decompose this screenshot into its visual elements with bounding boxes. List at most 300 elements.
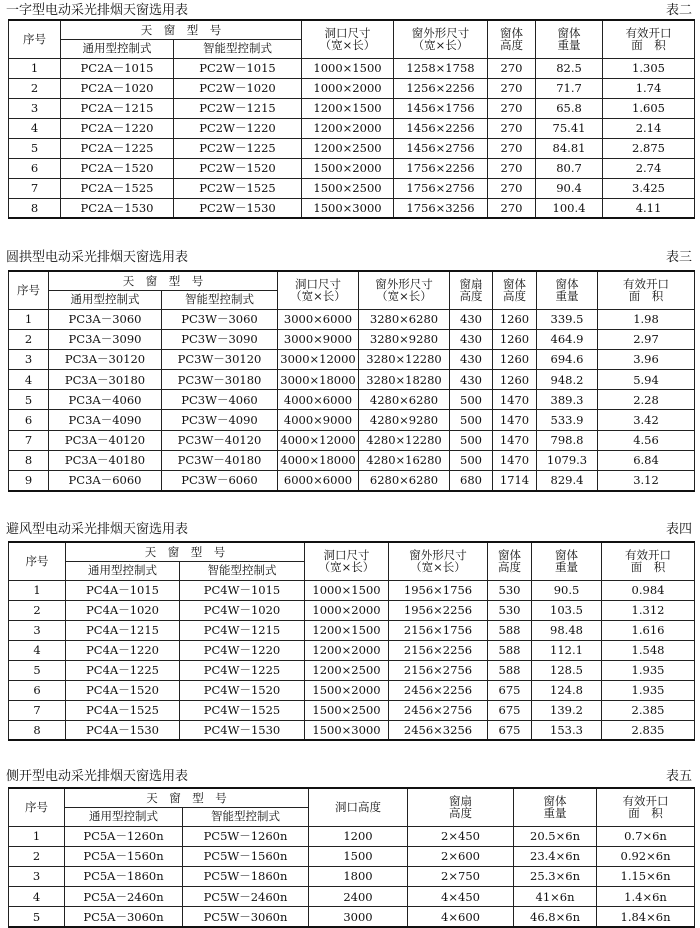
table-cell: 1.84×6n: [597, 907, 695, 927]
table-cell: PC4W－1530: [180, 720, 305, 740]
table-cell: 4×600: [408, 907, 514, 927]
table-cell: 1200×2500: [302, 138, 394, 158]
table-cell: 500: [450, 450, 493, 470]
table-cell: 1956×2256: [389, 600, 488, 620]
table-cell: 1: [9, 580, 66, 600]
table-cell: 270: [488, 178, 536, 198]
table-cell: 0.984: [602, 580, 695, 600]
table-cell: 1456×2756: [394, 138, 488, 158]
table-row: [9, 620, 695, 640]
header-model-group: 天 窗 型 号: [65, 788, 309, 807]
table-cell: 2156×1756: [389, 620, 488, 640]
table3-number: 表三: [665, 250, 692, 265]
table-cell: 675: [488, 720, 532, 740]
table-cell: 2.835: [602, 720, 695, 740]
table-cell: 84.81: [536, 138, 603, 158]
table-row: [9, 329, 695, 349]
table-cell: 1756×2256: [394, 158, 488, 178]
table-cell: PC4A－1215: [66, 620, 180, 640]
header-outer: 窗外形尺寸 （宽×长）: [359, 271, 450, 309]
table-cell: PC4W－1215: [180, 620, 305, 640]
table-cell: 90.4: [536, 178, 603, 198]
table-cell: 80.7: [536, 158, 603, 178]
header-opening-height: 洞口高度: [309, 788, 408, 826]
table-cell: 500: [450, 410, 493, 430]
table-cell: 2: [9, 78, 61, 98]
header-height: 窗体 高度: [493, 271, 537, 309]
table-cell: PC4W－1020: [180, 600, 305, 620]
header-area: 有效开口 面 积: [598, 271, 695, 309]
table-cell: 1.616: [602, 620, 695, 640]
table-cell: 270: [488, 118, 536, 138]
table2-title: 一字型电动采光排烟天窗选用表: [6, 3, 189, 18]
table-cell: 112.1: [532, 640, 602, 660]
table-cell: 1500×2000: [302, 158, 394, 178]
table-cell: 128.5: [532, 660, 602, 680]
table-cell: PC3A－3060: [49, 309, 162, 329]
table-cell: 8: [9, 198, 61, 218]
table-cell: 430: [450, 349, 493, 369]
header-area: 有效开口 面 积: [602, 542, 695, 580]
header-area: 有效开口 面 积: [603, 20, 695, 58]
table-row: [9, 309, 695, 329]
table-cell: 1000×2000: [305, 600, 389, 620]
table-cell: 270: [488, 98, 536, 118]
table-cell: PC3A－4060: [49, 390, 162, 410]
table-cell: 829.4: [537, 471, 598, 491]
table-row: [9, 660, 695, 680]
table-row: [9, 198, 695, 218]
header-opening: 洞口尺寸 （宽×长）: [302, 20, 394, 58]
table-cell: 25.3×6n: [514, 866, 597, 886]
table-cell: 1.15×6n: [597, 866, 695, 886]
table-row: [9, 158, 695, 178]
table-cell: 270: [488, 158, 536, 178]
table-cell: 270: [488, 58, 536, 78]
table-cell: PC5W－2460n: [183, 887, 309, 907]
table-cell: 464.9: [537, 329, 598, 349]
table-cell: PC3W－6060: [162, 471, 278, 491]
table-cell: 3: [9, 620, 66, 640]
table-cell: 3280×9280: [359, 329, 450, 349]
table-cell: 2: [9, 329, 49, 349]
table-cell: PC5W－1860n: [183, 866, 309, 886]
table-cell: 1500: [309, 846, 408, 866]
table-cell: 2×750: [408, 866, 514, 886]
table-cell: 3.42: [598, 410, 695, 430]
table-cell: 4000×18000: [278, 450, 359, 470]
table-cell: 1470: [493, 430, 537, 450]
table-cell: 2.97: [598, 329, 695, 349]
table-row: [9, 370, 695, 390]
table-cell: 3280×18280: [359, 370, 450, 390]
table-cell: 6.84: [598, 450, 695, 470]
table-row: [9, 138, 695, 158]
table-cell: 430: [450, 370, 493, 390]
table-cell: 71.7: [536, 78, 603, 98]
table-cell: 4280×12280: [359, 430, 450, 450]
table-cell: 3000×6000: [278, 309, 359, 329]
table5-body: [9, 826, 695, 927]
table-cell: PC3W－4060: [162, 390, 278, 410]
table-cell: PC2W－1215: [174, 98, 302, 118]
table-row: [9, 826, 695, 846]
table-cell: 3.425: [603, 178, 695, 198]
table-cell: 124.8: [532, 680, 602, 700]
table-cell: 9: [9, 471, 49, 491]
table-cell: PC3A－3090: [49, 329, 162, 349]
table-cell: 1260: [493, 370, 537, 390]
table-cell: 430: [450, 309, 493, 329]
table-cell: PC2W－1225: [174, 138, 302, 158]
table-cell: PC5W－1560n: [183, 846, 309, 866]
table-cell: PC2A－1530: [61, 198, 174, 218]
table-cell: 1500×2000: [305, 680, 389, 700]
table-cell: 4000×9000: [278, 410, 359, 430]
table-cell: 270: [488, 138, 536, 158]
table-cell: 1500×2500: [305, 700, 389, 720]
table-cell: PC2A－1015: [61, 58, 174, 78]
header-model-b: 智能型控制式: [180, 561, 305, 580]
table-cell: 4: [9, 887, 65, 907]
table-cell: 1470: [493, 410, 537, 430]
table-cell: 20.5×6n: [514, 826, 597, 846]
table-cell: PC3A－6060: [49, 471, 162, 491]
table-cell: 948.2: [537, 370, 598, 390]
table-cell: 1.74: [603, 78, 695, 98]
header-height: 窗体 高度: [488, 542, 532, 580]
table-cell: 533.9: [537, 410, 598, 430]
table-cell: 4280×16280: [359, 450, 450, 470]
table-cell: 153.3: [532, 720, 602, 740]
table-cell: PC2A－1020: [61, 78, 174, 98]
table-cell: 3: [9, 98, 61, 118]
table-cell: PC4W－1015: [180, 580, 305, 600]
table-cell: 1258×1758: [394, 58, 488, 78]
table-cell: 3000×18000: [278, 370, 359, 390]
header-seq: 序号: [9, 20, 61, 58]
table-cell: 2456×2256: [389, 680, 488, 700]
table-cell: PC3W－30120: [162, 349, 278, 369]
table-cell: 3280×6280: [359, 309, 450, 329]
table-cell: 75.41: [536, 118, 603, 138]
table-cell: 1260: [493, 349, 537, 369]
table-cell: 1500×3000: [305, 720, 389, 740]
header-area: 有效开口 面 积: [597, 788, 695, 826]
header-model-group: 天 窗 型 号: [66, 542, 305, 561]
table-row: [9, 600, 695, 620]
header-outer: 窗外形尺寸 （宽×长）: [389, 542, 488, 580]
header-outer: 窗外形尺寸 （宽×长）: [394, 20, 488, 58]
table-cell: 65.8: [536, 98, 603, 118]
table-cell: 1.98: [598, 309, 695, 329]
table-cell: PC5W－1260n: [183, 826, 309, 846]
table-cell: PC3A－40180: [49, 450, 162, 470]
table-cell: 1500×2500: [302, 178, 394, 198]
table-cell: 680: [450, 471, 493, 491]
table-cell: PC5A－1860n: [65, 866, 183, 886]
table-row: [9, 98, 695, 118]
table-cell: 1456×1756: [394, 98, 488, 118]
table-row: [9, 410, 695, 430]
table-cell: 694.6: [537, 349, 598, 369]
table-cell: 500: [450, 430, 493, 450]
table5: [8, 787, 695, 928]
table-cell: PC5W－3060n: [183, 907, 309, 927]
table-cell: 2: [9, 600, 66, 620]
table-cell: PC3A－30180: [49, 370, 162, 390]
table-cell: 2.14: [603, 118, 695, 138]
table-cell: 1956×1756: [389, 580, 488, 600]
table-cell: 4: [9, 370, 49, 390]
table-cell: PC4W－1220: [180, 640, 305, 660]
table-cell: 7: [9, 430, 49, 450]
table-cell: PC2W－1530: [174, 198, 302, 218]
table-cell: 103.5: [532, 600, 602, 620]
table-cell: 500: [450, 390, 493, 410]
table-cell: 1: [9, 826, 65, 846]
table-cell: 3.12: [598, 471, 695, 491]
table-cell: 588: [488, 620, 532, 640]
header-model-group: 天 窗 型 号: [49, 271, 278, 290]
table-cell: 1.935: [602, 680, 695, 700]
table-cell: PC2A－1215: [61, 98, 174, 118]
table-cell: 3280×12280: [359, 349, 450, 369]
header-model-a: 通用型控制式: [61, 39, 174, 58]
table-cell: 339.5: [537, 309, 598, 329]
table-cell: 0.92×6n: [597, 846, 695, 866]
table-cell: 2456×3256: [389, 720, 488, 740]
table-cell: 270: [488, 78, 536, 98]
table-cell: 3000: [309, 907, 408, 927]
table-cell: PC3W－3060: [162, 309, 278, 329]
table-cell: 1456×2256: [394, 118, 488, 138]
table-cell: 90.5: [532, 580, 602, 600]
header-model-b: 智能型控制式: [162, 290, 278, 309]
table-cell: PC4A－1220: [66, 640, 180, 660]
table5-number: 表五: [665, 769, 692, 784]
table-cell: 3: [9, 866, 65, 886]
table-cell: 4: [9, 118, 61, 138]
table-cell: 3: [9, 349, 49, 369]
table-cell: 3.96: [598, 349, 695, 369]
table-cell: 1260: [493, 309, 537, 329]
table-cell: PC3A－40120: [49, 430, 162, 450]
table-cell: 1.312: [602, 600, 695, 620]
table-cell: 41×6n: [514, 887, 597, 907]
table-cell: PC5A－1560n: [65, 846, 183, 866]
table-cell: 2456×2756: [389, 700, 488, 720]
table-cell: PC2W－1220: [174, 118, 302, 138]
table-cell: PC4W－1225: [180, 660, 305, 680]
table-cell: 1: [9, 309, 49, 329]
table-cell: PC2A－1520: [61, 158, 174, 178]
table-cell: PC2W－1015: [174, 58, 302, 78]
table4-number: 表四: [665, 522, 692, 537]
table-cell: 1.548: [602, 640, 695, 660]
table-cell: 2156×2256: [389, 640, 488, 660]
header-seq: 序号: [9, 271, 49, 309]
table-cell: 4000×6000: [278, 390, 359, 410]
table-cell: 1: [9, 58, 61, 78]
table3: [8, 270, 695, 492]
table-cell: PC3W－3090: [162, 329, 278, 349]
table-cell: PC2A－1220: [61, 118, 174, 138]
table-cell: 1260: [493, 329, 537, 349]
table-row: [9, 846, 695, 866]
table-cell: 100.4: [536, 198, 603, 218]
header-weight: 窗体 重量: [537, 271, 598, 309]
table-cell: PC4W－1525: [180, 700, 305, 720]
table-cell: PC3A－30120: [49, 349, 162, 369]
table-cell: 4280×6280: [359, 390, 450, 410]
table4: [8, 541, 695, 741]
table-cell: PC2W－1520: [174, 158, 302, 178]
table-cell: 4.56: [598, 430, 695, 450]
table-cell: 1470: [493, 450, 537, 470]
table-cell: 1.4×6n: [597, 887, 695, 907]
table-cell: 6: [9, 680, 66, 700]
header-seq: 序号: [9, 542, 66, 580]
table-cell: 588: [488, 640, 532, 660]
table-cell: 98.48: [532, 620, 602, 640]
header-model-a: 通用型控制式: [66, 561, 180, 580]
table-cell: 1256×2256: [394, 78, 488, 98]
table-cell: 8: [9, 720, 66, 740]
table-cell: 1200×2500: [305, 660, 389, 680]
header-sash: 窗扇 高度: [450, 271, 493, 309]
table-row: [9, 887, 695, 907]
table-cell: 2×450: [408, 826, 514, 846]
table-cell: 1079.3: [537, 450, 598, 470]
table-cell: 1200×2000: [305, 640, 389, 660]
table-cell: 1.305: [603, 58, 695, 78]
table2: [8, 19, 695, 219]
table-row: [9, 866, 695, 886]
header-model-a: 通用型控制式: [49, 290, 162, 309]
table-cell: PC3W－40120: [162, 430, 278, 450]
table-cell: 1470: [493, 390, 537, 410]
table-cell: 2: [9, 846, 65, 866]
table-cell: 2×600: [408, 846, 514, 866]
table-cell: 270: [488, 198, 536, 218]
table-row: [9, 700, 695, 720]
table-cell: PC4A－1015: [66, 580, 180, 600]
table-cell: 1000×1500: [302, 58, 394, 78]
table-cell: PC2A－1225: [61, 138, 174, 158]
table-cell: 4280×9280: [359, 410, 450, 430]
table-cell: PC2A－1525: [61, 178, 174, 198]
table-cell: 4.11: [603, 198, 695, 218]
table-cell: 1200: [309, 826, 408, 846]
table-row: [9, 178, 695, 198]
table-cell: 675: [488, 680, 532, 700]
table-cell: 2.74: [603, 158, 695, 178]
table-cell: 5: [9, 907, 65, 927]
table4-title: 避风型电动采光排烟天窗选用表: [6, 522, 189, 537]
table-cell: 3000×12000: [278, 349, 359, 369]
table-cell: 675: [488, 700, 532, 720]
table-cell: 1756×2756: [394, 178, 488, 198]
table-row: [9, 390, 695, 410]
table-cell: 798.8: [537, 430, 598, 450]
table-cell: PC4A－1020: [66, 600, 180, 620]
header-sash: 窗扇 高度: [408, 788, 514, 826]
header-weight: 窗体 重量: [532, 542, 602, 580]
table3-title: 圆拱型电动采光排烟天窗选用表: [6, 250, 189, 265]
table-cell: 1500×3000: [302, 198, 394, 218]
table-cell: 7: [9, 178, 61, 198]
table-row: [9, 430, 695, 450]
header-opening: 洞口尺寸 （宽×长）: [278, 271, 359, 309]
header-model-a: 通用型控制式: [65, 807, 183, 826]
table-row: [9, 580, 695, 600]
table-cell: 430: [450, 329, 493, 349]
header-height: 窗体 高度: [488, 20, 536, 58]
table-cell: 530: [488, 600, 532, 620]
table-cell: 2400: [309, 887, 408, 907]
table-cell: 2.28: [598, 390, 695, 410]
table-cell: 46.8×6n: [514, 907, 597, 927]
table-cell: PC2W－1020: [174, 78, 302, 98]
table-cell: PC3A－4090: [49, 410, 162, 430]
table-cell: 530: [488, 580, 532, 600]
table-cell: PC2W－1525: [174, 178, 302, 198]
table3-body: [9, 309, 695, 491]
header-model-group: 天 窗 型 号: [61, 20, 302, 39]
table-cell: 1.605: [603, 98, 695, 118]
table-cell: 4×450: [408, 887, 514, 907]
table-cell: 5: [9, 138, 61, 158]
table-cell: 8: [9, 450, 49, 470]
table-cell: PC4A－1520: [66, 680, 180, 700]
table-cell: PC4A－1525: [66, 700, 180, 720]
table-row: [9, 907, 695, 927]
table-row: [9, 680, 695, 700]
table-cell: PC3W－4090: [162, 410, 278, 430]
table-cell: PC5A－3060n: [65, 907, 183, 927]
table-cell: 23.4×6n: [514, 846, 597, 866]
table-cell: 1000×1500: [305, 580, 389, 600]
table-row: [9, 58, 695, 78]
header-model-b: 智能型控制式: [174, 39, 302, 58]
table-cell: 588: [488, 660, 532, 680]
table-cell: 0.7×6n: [597, 826, 695, 846]
table-cell: 6: [9, 410, 49, 430]
table-row: [9, 720, 695, 740]
table-cell: 1800: [309, 866, 408, 886]
table-cell: 1200×2000: [302, 118, 394, 138]
table-cell: PC5A－1260n: [65, 826, 183, 846]
table-cell: 4000×12000: [278, 430, 359, 450]
table-cell: 6280×6280: [359, 471, 450, 491]
table2-number: 表二: [665, 3, 692, 18]
table4-body: [9, 580, 695, 740]
table-cell: 2.385: [602, 700, 695, 720]
table-row: [9, 349, 695, 369]
table-cell: 6000×6000: [278, 471, 359, 491]
table-cell: PC5A－2460n: [65, 887, 183, 907]
table-cell: PC3W－40180: [162, 450, 278, 470]
table-row: [9, 78, 695, 98]
table-cell: 3000×9000: [278, 329, 359, 349]
table-cell: 139.2: [532, 700, 602, 720]
table-cell: 1200×1500: [302, 98, 394, 118]
table5-title: 侧开型电动采光排烟天窗选用表: [6, 769, 189, 784]
header-seq: 序号: [9, 788, 65, 826]
table-cell: 2.875: [603, 138, 695, 158]
table-row: [9, 118, 695, 138]
